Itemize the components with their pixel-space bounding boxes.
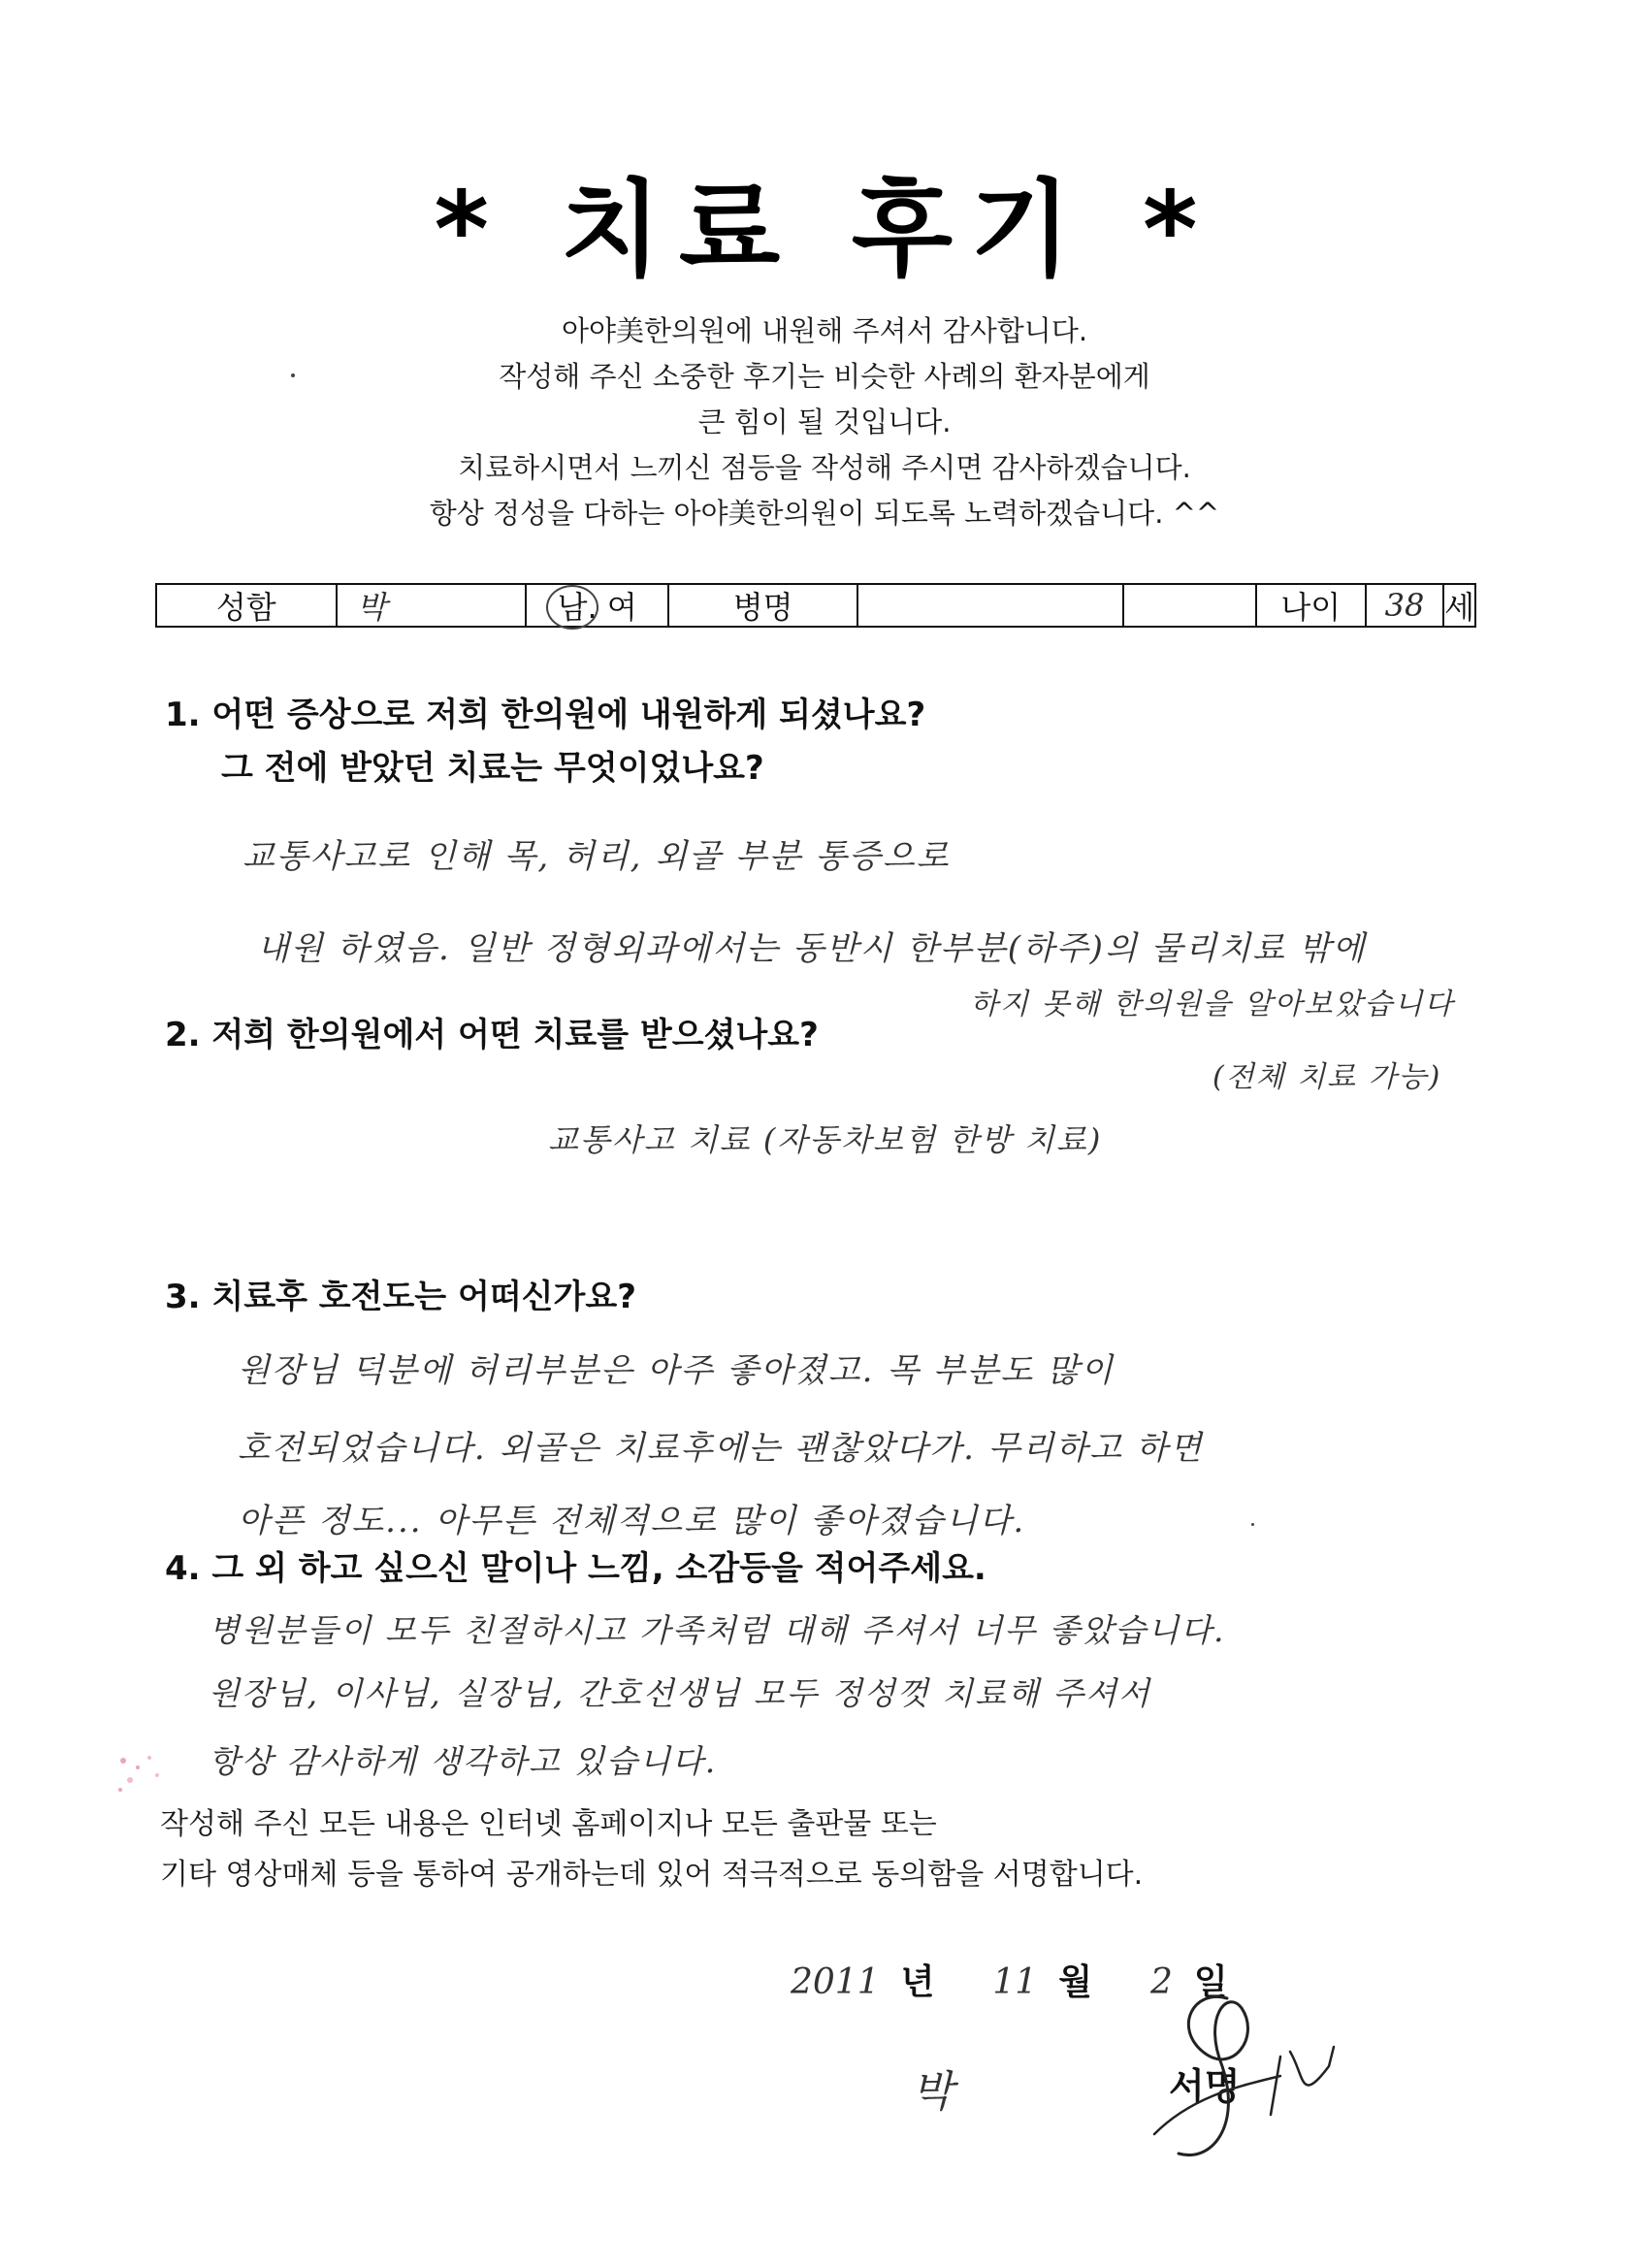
consent-line: 기타 영상매체 등을 통하여 공개하는데 있어 적극적으로 동의함을 서명합니다.: [160, 1858, 1144, 1892]
age-value-cell[interactable]: [1367, 585, 1444, 626]
answer-line: 아픈 정도... 아무튼 전체적으로 많이 좋아졌습니다.: [238, 1502, 1026, 1540]
paper-speck: [1251, 1523, 1254, 1526]
answer-line: 하지 못해 한의원을 알아보았습니다: [970, 988, 1455, 1021]
answer-line: 교통사고 치료 (자동차보험 한방 치료): [548, 1121, 1103, 1158]
question-1: [165, 689, 925, 795]
signature-label: 서명: [1169, 2065, 1241, 2108]
question-line: 2. 저희 한의원에서 어떤 치료를 받으셨나요?: [165, 1016, 819, 1054]
age-value: 38: [1384, 587, 1425, 624]
answer-line: 원장님, 이사님, 실장님, 간호선생님 모두 정성껏 치료해 주셔서: [209, 1674, 1151, 1712]
gender-options: 남. 여: [557, 589, 637, 626]
date-month: 11: [992, 1962, 1038, 2002]
disease-value[interactable]: [858, 585, 1124, 626]
date-day: 2: [1150, 1962, 1173, 2002]
answer-line: (전체 치료 가능): [1212, 1060, 1442, 1094]
age-label: 나이: [1257, 585, 1367, 626]
answer-line: 원장님 덕분에 허리부분은 아주 좋아졌고. 목 부분도 많이: [238, 1351, 1115, 1390]
smudge-mark: [109, 1746, 177, 1804]
question-line: 4. 그 외 하고 싶으신 말이나 느낌, 소감등을 적어주세요.: [165, 1549, 986, 1588]
question-line: 그 전에 받았던 치료는 무엇이었나요?: [221, 749, 764, 788]
date-month-label: 월: [1058, 1962, 1092, 2002]
date-year: 2011: [791, 1962, 880, 2002]
date-day-label: 일: [1193, 1962, 1228, 2002]
patient-info-table: [155, 583, 1476, 628]
question-3: [165, 1271, 636, 1324]
consent-text: [160, 1799, 1143, 1900]
age-unit: 세: [1444, 589, 1474, 626]
intro-line: 큰 힘이 될 것입니다.: [697, 405, 952, 438]
date-year-label: 년: [900, 1962, 935, 2002]
gender-field[interactable]: [527, 585, 669, 626]
intro-line: 항상 정성을 다하는 아야美한의원이 되도록 노력하겠습니다. ^^: [429, 497, 1220, 530]
handwritten-signature: [1135, 1960, 1387, 2183]
signer-name: 박: [912, 2067, 954, 2117]
question-line: 1. 어떤 증상으로 저희 한의원에 내원하게 되셨나요?: [165, 696, 926, 734]
consent-line: 작성해 주신 모든 내용은 인터넷 홈페이지나 모든 출판물 또는: [160, 1807, 937, 1841]
intro-line: 치료하시면서 느끼신 점등을 작성해 주시면 감사하겠습니다.: [458, 451, 1191, 484]
disease-label: 병명: [669, 585, 858, 626]
age-field-spacer: [1124, 585, 1257, 626]
answer-line: 내원 하였음. 일반 정형외과에서는 동반시 한부분(하주)의 물리치료 밖에: [257, 929, 1367, 968]
page-title: * 치료 후기 *: [434, 170, 1215, 291]
question-4: [165, 1542, 986, 1596]
intro-line: 아야美한의원에 내원해 주셔서 감사합니다.: [561, 314, 1088, 347]
intro-line: 작성해 주신 소중한 후기는 비슷한 사례의 환자분에게: [499, 360, 1150, 393]
name-value[interactable]: 박: [338, 585, 528, 626]
paper-speck: [291, 373, 295, 377]
question-2: [165, 1009, 819, 1062]
answer-line: 호전되었습니다. 외골은 치료후에는 괜찮았다가. 무리하고 하면: [238, 1429, 1204, 1468]
name-label: 성함: [157, 585, 338, 626]
question-line: 3. 치료후 호전도는 어떠신가요?: [165, 1278, 636, 1316]
answer-line: 병원분들이 모두 친절하시고 가족처럼 대해 주셔서 너무 좋았습니다.: [209, 1611, 1226, 1649]
answer-line: 항상 감사하게 생각하고 있습니다.: [209, 1742, 718, 1780]
answer-line: 교통사고로 인해 목, 허리, 외골 부분 통증으로: [242, 837, 951, 876]
intro-text: [0, 308, 1649, 536]
